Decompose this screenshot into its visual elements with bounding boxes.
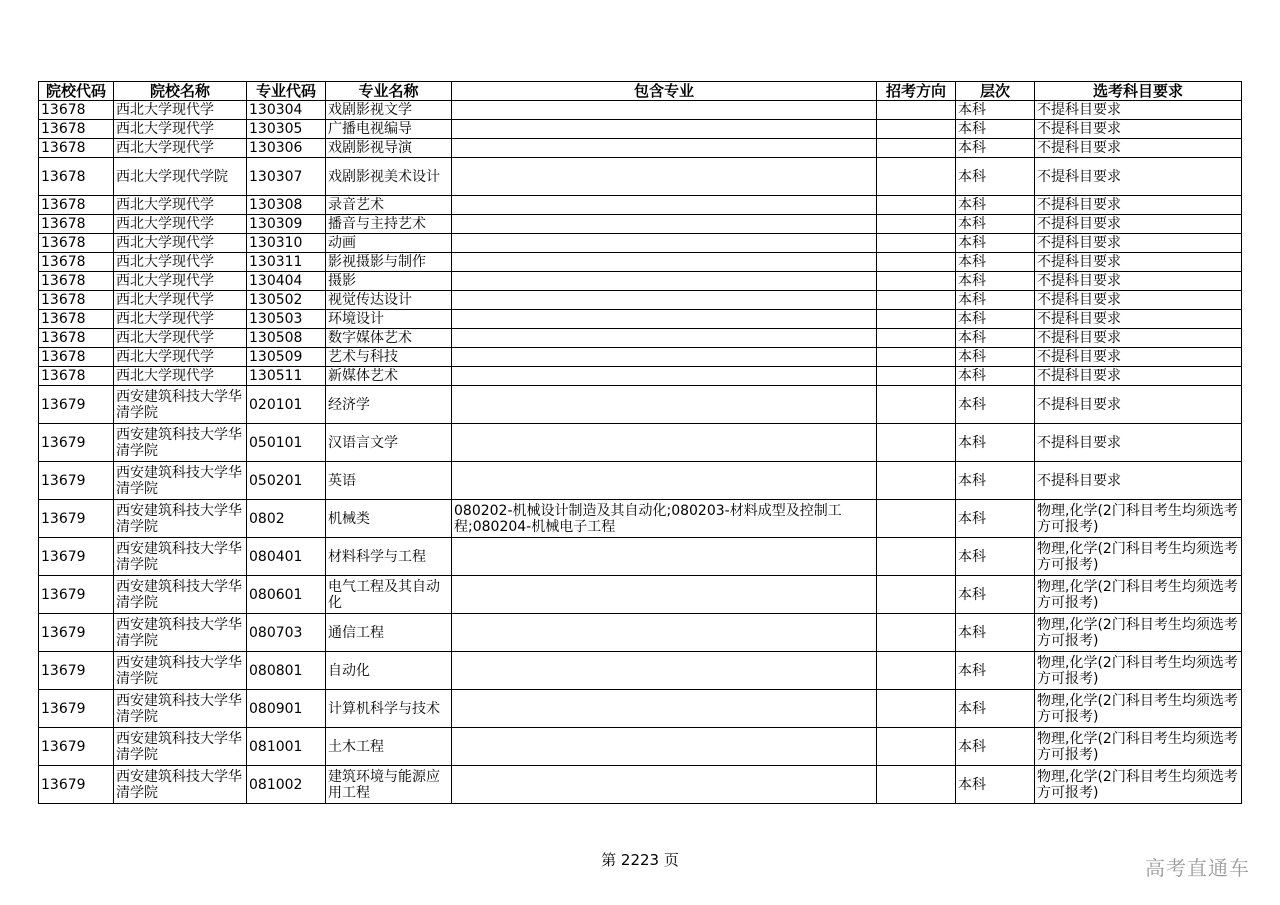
cell-level: 本科 [956, 614, 1035, 652]
cell-school-code: 13679 [39, 538, 114, 576]
cell-included-majors [452, 139, 877, 158]
header-school-name: 院校名称 [114, 82, 247, 101]
cell-school-name: 西北大学现代学 [114, 139, 247, 158]
cell-school-code: 13678 [39, 158, 114, 196]
table-row [39, 652, 1242, 690]
cell-direction [877, 576, 956, 614]
cell-direction [877, 253, 956, 272]
cell-included-majors [452, 386, 877, 424]
cell-school-name: 西北大学现代学院 [114, 158, 247, 196]
cell-included-majors [452, 120, 877, 139]
cell-subject-requirement: 不提科目要求 [1035, 272, 1242, 291]
cell-direction [877, 386, 956, 424]
cell-included-majors [452, 576, 877, 614]
cell-level: 本科 [956, 310, 1035, 329]
cell-direction [877, 310, 956, 329]
cell-subject-requirement: 不提科目要求 [1035, 386, 1242, 424]
cell-major-name: 土木工程 [326, 728, 452, 766]
cell-major-code: 130309 [247, 215, 326, 234]
admission-majors-table [38, 81, 1242, 804]
cell-included-majors [452, 766, 877, 804]
page-number: 第 2223 页 [601, 851, 679, 869]
cell-direction [877, 766, 956, 804]
cell-subject-requirement: 物理,化学(2门科目考生均须选考方可报考) [1035, 652, 1242, 690]
table-row [39, 367, 1242, 386]
table-row [39, 158, 1242, 196]
cell-level: 本科 [956, 158, 1035, 196]
cell-major-name: 视觉传达设计 [326, 291, 452, 310]
cell-level: 本科 [956, 101, 1035, 120]
cell-direction [877, 348, 956, 367]
cell-school-name: 西北大学现代学 [114, 234, 247, 253]
cell-subject-requirement: 不提科目要求 [1035, 310, 1242, 329]
cell-subject-requirement: 不提科目要求 [1035, 101, 1242, 120]
cell-included-majors [452, 196, 877, 215]
cell-major-code: 080601 [247, 576, 326, 614]
cell-school-name: 西北大学现代学 [114, 291, 247, 310]
table-row [39, 139, 1242, 158]
cell-subject-requirement: 物理,化学(2门科目考生均须选考方可报考) [1035, 766, 1242, 804]
cell-major-code: 130310 [247, 234, 326, 253]
cell-major-name: 摄影 [326, 272, 452, 291]
cell-school-code: 13678 [39, 234, 114, 253]
cell-included-majors [452, 367, 877, 386]
cell-school-code: 13679 [39, 424, 114, 462]
cell-level: 本科 [956, 196, 1035, 215]
table-row [39, 272, 1242, 291]
cell-level: 本科 [956, 291, 1035, 310]
table-row [39, 101, 1242, 120]
cell-school-code: 13679 [39, 652, 114, 690]
cell-direction [877, 538, 956, 576]
cell-included-majors [452, 652, 877, 690]
cell-included-majors [452, 728, 877, 766]
cell-included-majors [452, 348, 877, 367]
cell-school-name: 西北大学现代学 [114, 348, 247, 367]
watermark-logo-text: 高考直通车 [1145, 856, 1250, 880]
table-row [39, 348, 1242, 367]
table-row [39, 253, 1242, 272]
cell-major-code: 130305 [247, 120, 326, 139]
cell-direction [877, 652, 956, 690]
cell-major-name: 计算机科学与技术 [326, 690, 452, 728]
cell-subject-requirement: 不提科目要求 [1035, 139, 1242, 158]
cell-major-name: 机械类 [326, 500, 452, 538]
cell-level: 本科 [956, 120, 1035, 139]
cell-direction [877, 367, 956, 386]
cell-direction [877, 291, 956, 310]
cell-major-name: 戏剧影视文学 [326, 101, 452, 120]
cell-school-code: 13679 [39, 386, 114, 424]
cell-direction [877, 424, 956, 462]
table-row [39, 424, 1242, 462]
cell-school-code: 13678 [39, 291, 114, 310]
cell-subject-requirement: 物理,化学(2门科目考生均须选考方可报考) [1035, 500, 1242, 538]
cell-school-name: 西安建筑科技大学华清学院 [114, 652, 247, 690]
cell-school-name: 西北大学现代学 [114, 310, 247, 329]
cell-major-name: 经济学 [326, 386, 452, 424]
header-major-name: 专业名称 [326, 82, 452, 101]
cell-school-code: 13678 [39, 272, 114, 291]
cell-major-code: 130508 [247, 329, 326, 348]
cell-level: 本科 [956, 652, 1035, 690]
header-included-majors: 包含专业 [452, 82, 877, 101]
cell-subject-requirement: 物理,化学(2门科目考生均须选考方可报考) [1035, 614, 1242, 652]
cell-school-name: 西北大学现代学 [114, 329, 247, 348]
cell-major-name: 环境设计 [326, 310, 452, 329]
cell-school-code: 13679 [39, 462, 114, 500]
table-row [39, 462, 1242, 500]
cell-major-name: 汉语言文学 [326, 424, 452, 462]
cell-school-code: 13679 [39, 728, 114, 766]
table-row [39, 728, 1242, 766]
cell-school-code: 13678 [39, 215, 114, 234]
cell-level: 本科 [956, 253, 1035, 272]
cell-level: 本科 [956, 215, 1035, 234]
table-row [39, 329, 1242, 348]
cell-major-code: 080801 [247, 652, 326, 690]
cell-major-name: 戏剧影视导演 [326, 139, 452, 158]
cell-school-name: 西安建筑科技大学华清学院 [114, 386, 247, 424]
cell-direction [877, 215, 956, 234]
cell-included-majors [452, 215, 877, 234]
cell-school-name: 西安建筑科技大学华清学院 [114, 462, 247, 500]
cell-major-code: 130503 [247, 310, 326, 329]
cell-subject-requirement: 不提科目要求 [1035, 215, 1242, 234]
header-major-code: 专业代码 [247, 82, 326, 101]
cell-subject-requirement: 不提科目要求 [1035, 158, 1242, 196]
table-row [39, 120, 1242, 139]
cell-included-majors [452, 158, 877, 196]
cell-subject-requirement: 不提科目要求 [1035, 234, 1242, 253]
table-row [39, 215, 1242, 234]
table-row [39, 291, 1242, 310]
cell-subject-requirement: 不提科目要求 [1035, 367, 1242, 386]
cell-major-name: 建筑环境与能源应用工程 [326, 766, 452, 804]
cell-level: 本科 [956, 690, 1035, 728]
cell-school-name: 西北大学现代学 [114, 101, 247, 120]
table-row [39, 614, 1242, 652]
cell-level: 本科 [956, 500, 1035, 538]
cell-direction [877, 196, 956, 215]
cell-major-name: 戏剧影视美术设计 [326, 158, 452, 196]
cell-major-code: 080401 [247, 538, 326, 576]
cell-subject-requirement: 不提科目要求 [1035, 424, 1242, 462]
cell-major-code: 130306 [247, 139, 326, 158]
header-direction: 招考方向 [877, 82, 956, 101]
cell-level: 本科 [956, 367, 1035, 386]
cell-direction [877, 614, 956, 652]
cell-direction [877, 139, 956, 158]
cell-major-code: 130304 [247, 101, 326, 120]
cell-level: 本科 [956, 234, 1035, 253]
cell-school-name: 西北大学现代学 [114, 253, 247, 272]
cell-major-code: 050201 [247, 462, 326, 500]
cell-school-name: 西安建筑科技大学华清学院 [114, 728, 247, 766]
cell-major-code: 130404 [247, 272, 326, 291]
cell-direction [877, 158, 956, 196]
cell-school-code: 13679 [39, 690, 114, 728]
cell-level: 本科 [956, 329, 1035, 348]
table-body [39, 101, 1242, 804]
cell-major-code: 080901 [247, 690, 326, 728]
cell-subject-requirement: 不提科目要求 [1035, 253, 1242, 272]
cell-included-majors [452, 538, 877, 576]
cell-school-name: 西安建筑科技大学华清学院 [114, 690, 247, 728]
cell-school-code: 13678 [39, 120, 114, 139]
cell-level: 本科 [956, 538, 1035, 576]
cell-direction [877, 500, 956, 538]
cell-major-code: 020101 [247, 386, 326, 424]
cell-included-majors [452, 234, 877, 253]
header-subject-requirement: 选考科目要求 [1035, 82, 1242, 101]
cell-school-code: 13678 [39, 101, 114, 120]
cell-major-name: 数字媒体艺术 [326, 329, 452, 348]
cell-school-name: 西北大学现代学 [114, 196, 247, 215]
cell-school-name: 西北大学现代学 [114, 367, 247, 386]
table-row [39, 500, 1242, 538]
table-row [39, 576, 1242, 614]
cell-included-majors [452, 272, 877, 291]
cell-major-name: 艺术与科技 [326, 348, 452, 367]
cell-direction [877, 329, 956, 348]
table-row [39, 386, 1242, 424]
cell-school-name: 西安建筑科技大学华清学院 [114, 424, 247, 462]
cell-school-name: 西北大学现代学 [114, 272, 247, 291]
cell-subject-requirement: 物理,化学(2门科目考生均须选考方可报考) [1035, 690, 1242, 728]
cell-direction [877, 690, 956, 728]
cell-level: 本科 [956, 766, 1035, 804]
header-school-code: 院校代码 [39, 82, 114, 101]
cell-subject-requirement: 不提科目要求 [1035, 348, 1242, 367]
cell-subject-requirement: 不提科目要求 [1035, 462, 1242, 500]
cell-major-name: 英语 [326, 462, 452, 500]
cell-major-name: 播音与主持艺术 [326, 215, 452, 234]
cell-level: 本科 [956, 139, 1035, 158]
cell-direction [877, 234, 956, 253]
cell-school-name: 西安建筑科技大学华清学院 [114, 576, 247, 614]
cell-school-code: 13678 [39, 367, 114, 386]
cell-major-code: 080703 [247, 614, 326, 652]
table-row [39, 690, 1242, 728]
cell-school-code: 13679 [39, 614, 114, 652]
cell-school-name: 西安建筑科技大学华清学院 [114, 766, 247, 804]
cell-school-code: 13678 [39, 253, 114, 272]
cell-included-majors [452, 690, 877, 728]
cell-level: 本科 [956, 576, 1035, 614]
cell-included-majors: 080202-机械设计制造及其自动化;080203-材料成型及控制工程;080204-机械电子工程 [452, 500, 877, 538]
cell-level: 本科 [956, 272, 1035, 291]
header-level: 层次 [956, 82, 1035, 101]
table-row [39, 234, 1242, 253]
cell-major-code: 130511 [247, 367, 326, 386]
cell-included-majors [452, 614, 877, 652]
cell-major-code: 130311 [247, 253, 326, 272]
cell-school-code: 13678 [39, 348, 114, 367]
table-row [39, 310, 1242, 329]
cell-major-name: 通信工程 [326, 614, 452, 652]
cell-major-code: 130509 [247, 348, 326, 367]
cell-school-name: 西北大学现代学 [114, 120, 247, 139]
cell-major-name: 自动化 [326, 652, 452, 690]
cell-direction [877, 101, 956, 120]
cell-major-code: 130308 [247, 196, 326, 215]
cell-major-code: 130307 [247, 158, 326, 196]
cell-included-majors [452, 462, 877, 500]
cell-included-majors [452, 424, 877, 462]
cell-subject-requirement: 不提科目要求 [1035, 120, 1242, 139]
cell-major-code: 081002 [247, 766, 326, 804]
cell-major-name: 影视摄影与制作 [326, 253, 452, 272]
cell-major-name: 新媒体艺术 [326, 367, 452, 386]
cell-included-majors [452, 310, 877, 329]
cell-included-majors [452, 291, 877, 310]
cell-level: 本科 [956, 728, 1035, 766]
table-row [39, 196, 1242, 215]
cell-major-code: 050101 [247, 424, 326, 462]
cell-subject-requirement: 不提科目要求 [1035, 329, 1242, 348]
cell-school-code: 13678 [39, 329, 114, 348]
cell-subject-requirement: 不提科目要求 [1035, 291, 1242, 310]
cell-school-code: 13679 [39, 766, 114, 804]
cell-school-name: 西北大学现代学 [114, 215, 247, 234]
table-row [39, 538, 1242, 576]
table-header-row [39, 82, 1242, 101]
cell-subject-requirement: 物理,化学(2门科目考生均须选考方可报考) [1035, 728, 1242, 766]
cell-major-name: 材料科学与工程 [326, 538, 452, 576]
cell-school-name: 西安建筑科技大学华清学院 [114, 614, 247, 652]
cell-included-majors [452, 329, 877, 348]
cell-school-name: 西安建筑科技大学华清学院 [114, 500, 247, 538]
cell-school-name: 西安建筑科技大学华清学院 [114, 538, 247, 576]
cell-major-name: 动画 [326, 234, 452, 253]
cell-level: 本科 [956, 386, 1035, 424]
cell-direction [877, 462, 956, 500]
cell-subject-requirement: 物理,化学(2门科目考生均须选考方可报考) [1035, 576, 1242, 614]
cell-included-majors [452, 101, 877, 120]
cell-level: 本科 [956, 462, 1035, 500]
cell-school-code: 13679 [39, 576, 114, 614]
cell-school-code: 13678 [39, 139, 114, 158]
cell-subject-requirement: 不提科目要求 [1035, 196, 1242, 215]
cell-direction [877, 120, 956, 139]
cell-direction [877, 728, 956, 766]
cell-major-code: 0802 [247, 500, 326, 538]
cell-major-code: 130502 [247, 291, 326, 310]
cell-major-code: 081001 [247, 728, 326, 766]
cell-school-code: 13679 [39, 500, 114, 538]
cell-school-code: 13678 [39, 310, 114, 329]
cell-level: 本科 [956, 348, 1035, 367]
cell-included-majors [452, 253, 877, 272]
cell-school-code: 13678 [39, 196, 114, 215]
cell-subject-requirement: 物理,化学(2门科目考生均须选考方可报考) [1035, 538, 1242, 576]
cell-major-name: 广播电视编导 [326, 120, 452, 139]
table-row [39, 766, 1242, 804]
cell-level: 本科 [956, 424, 1035, 462]
cell-direction [877, 272, 956, 291]
cell-major-name: 录音艺术 [326, 196, 452, 215]
cell-major-name: 电气工程及其自动化 [326, 576, 452, 614]
